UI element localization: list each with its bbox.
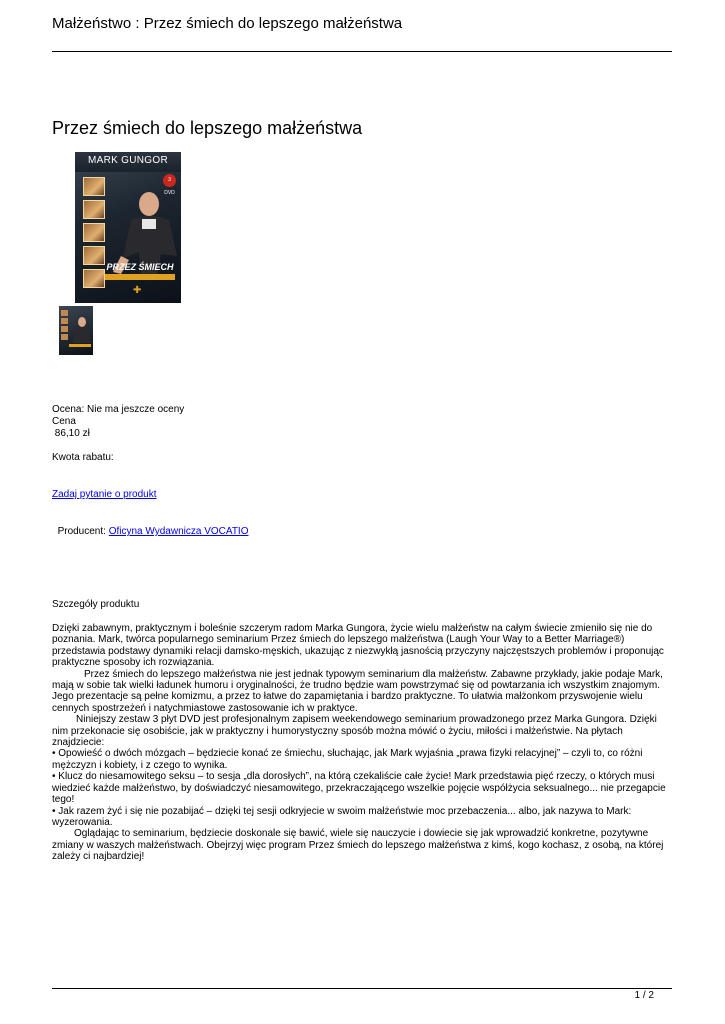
thumb-still (61, 310, 68, 316)
cover-dvd-badge: 3 DVD (163, 174, 176, 187)
product-thumbnail[interactable] (59, 306, 93, 355)
price-value: 86,10 zł (52, 428, 90, 439)
cover-subtitle-bar (105, 274, 175, 280)
page-title: Przez śmiech do lepszego małżeństwa (52, 118, 363, 138)
page-number: 1 / 2 (634, 990, 654, 1001)
description-bullet: • Opowieść o dwóch mózgach – będziecie konać ze śmiechu, słuchając, jak Mark wyjaśnia „prawa fizyki relacyjnej” – czyli to, co różni mężczyzn i kobiety, i z czego to wynika. (52, 748, 643, 771)
producer-link[interactable]: Oficyna Wydawnicza VOCATIO (108, 526, 249, 537)
discount-label: Kwota rabatu: (52, 452, 114, 463)
ask-question-link[interactable]: Zadaj pytanie o produkt (52, 489, 157, 500)
description-paragraph: Oglądając to seminarium, będziecie doskonale się bawić, wiele się nauczycie i dowiecie się jak wprowadzić konkretne, pozytywne zmiany w waszych małżeństwach. Obejrzyj więc program Przez śmiech do lepszego małżeństwa z kimś, kogo kochasz, z osobą, na której zależy ci najbardziej! (52, 828, 664, 863)
details-heading: Szczegóły produktu (52, 599, 140, 610)
thumb-still (61, 334, 68, 340)
cover-publisher-icon: ✚ (133, 285, 142, 296)
cover-still (83, 269, 105, 288)
cover-still (83, 200, 105, 219)
producer-label: Producent: (57, 526, 109, 537)
price-label: Cena (52, 416, 76, 427)
thumb-still (61, 326, 68, 332)
header-title: Małżeństwo : Przez śmiech do lepszego małżeństwa (52, 15, 403, 32)
cover-still (83, 223, 105, 242)
cover-still (83, 177, 105, 196)
cover-still (83, 246, 105, 265)
thumb-person-illustration (70, 316, 92, 344)
cover-logo: PRZEZ ŚMIECH (106, 262, 174, 272)
description-bullet: • Jak razem żyć i się nie pozabijać – dzięki tej sesji odkryjecie w swoim małżeństwie moc przebaczenia... albo, jak nazywa to Mark: wyzerowania. (52, 805, 632, 828)
description-bullet: • Klucz do niesamowitego seksu – to sesja „dla dorosłych”, na którą czekaliście całe życie! Mark przedstawia pięć rzeczy, o których musi wiedzieć każde małżeństwo, by doświadczyć niesamowitego, przekraczającego wszelkie pojęcie współżycia seksualnego... nie przegapcie tego! (52, 771, 666, 806)
footer-divider (52, 988, 672, 989)
thumb-still (61, 318, 68, 324)
product-description (52, 623, 674, 863)
cover-author: MARK GUNGOR (88, 155, 168, 166)
description-paragraph: Niniejszy zestaw 3 płyt DVD jest profesjonalnym zapisem weekendowego seminarium prowadzonego przez Marka Gungora. Dzięki nim przekonacie się osobiście, jak w praktyczny i humorystyczny sposób można mówić o życiu, miłości i małżeństwie. Na płytach znajdziecie: (52, 714, 657, 749)
thumb-logo-bar (69, 344, 91, 347)
product-cover-image[interactable] (75, 152, 181, 303)
description-paragraph: Dzięki zabawnym, praktycznym i boleśnie szczerym radom Marka Gungora, życie wielu małżeństw na całym świecie zmieniło się nie do poznania. Mark, twórca popularnego seminarium Przez śmiech do lepszego małżeństwa (Laugh Your Way to a Better Marriage®) przedstawia podstawy dynamiki relacji damsko-męskich, ukazując z niezwykłą jasnością przyczyny najczęstszych problemów i proponując praktyczne sposoby ich rozwiązania. (52, 623, 664, 669)
description-paragraph: Przez śmiech do lepszego małżeństwa nie jest jednak typowym seminarium dla małżeństw. Zabawne przykłady, jakie podaje Mark, mają w sobie tak wielki ładunek humoru i oryginalności, że trudno będzie wam powstrzymać się od powtarzania ich wszystkim znajomym. Jego prezentacje są pełne komizmu, a przez to łatwe do zapamiętania i bardzo praktyczne. To ułatwia małżonkom przyswojenie wielu cennych spostrzeżeń i natychmiastowe zastosowanie ich w praktyce. (52, 668, 663, 714)
header-divider (52, 51, 672, 52)
rating-text: Ocena: Nie ma jeszcze oceny (52, 404, 185, 415)
